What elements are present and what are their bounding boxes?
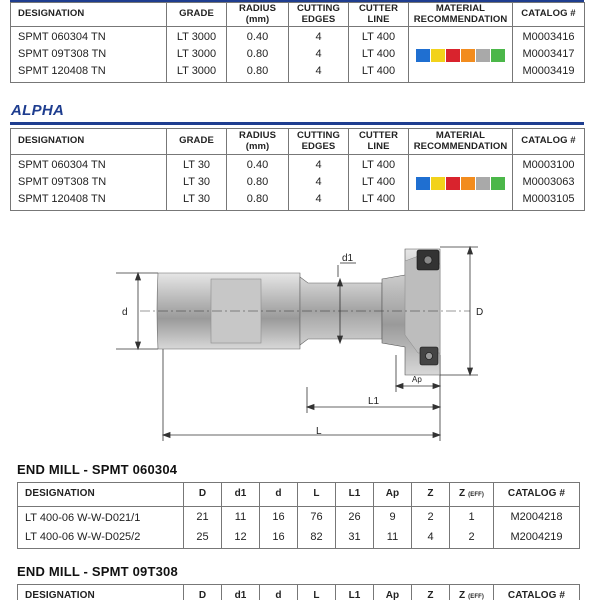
col-cutting-edges: CUTTING EDGES xyxy=(289,3,349,27)
material-swatch-2 xyxy=(446,177,460,190)
col-Ap: Ap xyxy=(374,483,412,507)
insert-table-alpha xyxy=(10,128,585,211)
col-Zeff: Z (EFF) xyxy=(450,483,494,507)
col-material: MATERIAL RECOMMENDATION xyxy=(409,3,513,27)
col-grade: GRADE xyxy=(167,3,227,27)
col-cutting-edges: CUTTING EDGES xyxy=(289,129,349,155)
table-row: SPMT 09T308 TN LT 30 0.80 4 LT 400 M0003063 xyxy=(11,174,585,191)
label-L1: L1 xyxy=(368,396,380,407)
material-swatch-4 xyxy=(476,49,490,62)
label-d1: d1 xyxy=(342,253,354,264)
col-designation: DESIGNATION xyxy=(11,129,167,155)
material-swatch-3 xyxy=(461,49,475,62)
col-Zeff: Z (EFF) xyxy=(450,585,494,600)
col-catalog: CATALOG # xyxy=(494,483,580,507)
brand-title: ALPHA xyxy=(11,102,65,119)
material-swatches xyxy=(409,155,513,211)
material-swatch-1 xyxy=(431,177,445,190)
col-Ap: Ap xyxy=(374,585,412,600)
col-designation: DESIGNATION xyxy=(18,483,184,507)
table-row: SPMT 120408 TN LT 3000 0.80 4 LT 400 M0003419 xyxy=(11,63,585,83)
col-cutter-line: CUTTER LINE xyxy=(349,3,409,27)
material-swatch-0 xyxy=(416,49,430,62)
end-mill-table-060304 xyxy=(17,482,580,549)
table-row: SPMT 060304 TN LT 30 0.40 4 LT 400 M0003100 xyxy=(11,155,585,175)
col-d1: d1 xyxy=(222,483,260,507)
screw-icon xyxy=(424,256,432,264)
label-Ap: Ap xyxy=(412,375,422,384)
col-grade: GRADE xyxy=(167,129,227,155)
end-mill-table-09t308 xyxy=(17,584,580,600)
label-L: L xyxy=(316,426,322,437)
label-D: D xyxy=(476,307,484,318)
table-row: LT 400-06 W-W-D021/1 21 11 16 76 26 9 2 1 M2004218 xyxy=(18,507,580,528)
table-row: SPMT 120408 TN LT 30 0.80 4 LT 400 M0003105 xyxy=(11,191,585,211)
col-designation: DESIGNATION xyxy=(18,585,184,600)
col-d1: d1 xyxy=(222,585,260,600)
col-radius: RADIUS (mm) xyxy=(227,3,289,27)
col-D: D xyxy=(184,483,222,507)
col-L1: L1 xyxy=(336,585,374,600)
col-catalog: CATALOG # xyxy=(494,585,580,600)
brand-divider xyxy=(10,122,584,125)
col-L: L xyxy=(298,585,336,600)
material-swatch-5 xyxy=(491,49,505,62)
label-d: d xyxy=(122,307,128,318)
col-d: d xyxy=(260,585,298,600)
section-title-09t308: END MILL - SPMT 09T308 xyxy=(17,564,178,579)
material-swatch-1 xyxy=(431,49,445,62)
col-L: L xyxy=(298,483,336,507)
col-D: D xyxy=(184,585,222,600)
insert-table-top xyxy=(10,2,585,83)
material-swatch-2 xyxy=(446,49,460,62)
col-catalog: CATALOG # xyxy=(513,3,585,27)
col-material: MATERIAL RECOMMENDATION xyxy=(409,129,513,155)
col-cutter-line: CUTTER LINE xyxy=(349,129,409,155)
material-swatch-4 xyxy=(476,177,490,190)
table-row: SPMT 09T308 TN LT 3000 0.80 4 LT 400 M0003417 xyxy=(11,46,585,63)
section-title-060304: END MILL - SPMT 060304 xyxy=(17,462,178,477)
col-radius: RADIUS (mm) xyxy=(227,129,289,155)
end-mill-diagram xyxy=(0,235,600,450)
col-d: d xyxy=(260,483,298,507)
col-L1: L1 xyxy=(336,483,374,507)
col-Z: Z xyxy=(412,585,450,600)
col-Z: Z xyxy=(412,483,450,507)
material-swatch-3 xyxy=(461,177,475,190)
material-swatch-5 xyxy=(491,177,505,190)
material-swatch-0 xyxy=(416,177,430,190)
screw-icon xyxy=(426,353,433,360)
table-row: SPMT 060304 TN LT 3000 0.40 4 LT 400 M0003416 xyxy=(11,27,585,47)
table-row: LT 400-06 W-W-D025/2 25 12 16 82 31 11 4 2 M2004219 xyxy=(18,528,580,549)
col-catalog: CATALOG # xyxy=(513,129,585,155)
material-swatches xyxy=(409,27,513,83)
col-designation: DESIGNATION xyxy=(11,3,167,27)
